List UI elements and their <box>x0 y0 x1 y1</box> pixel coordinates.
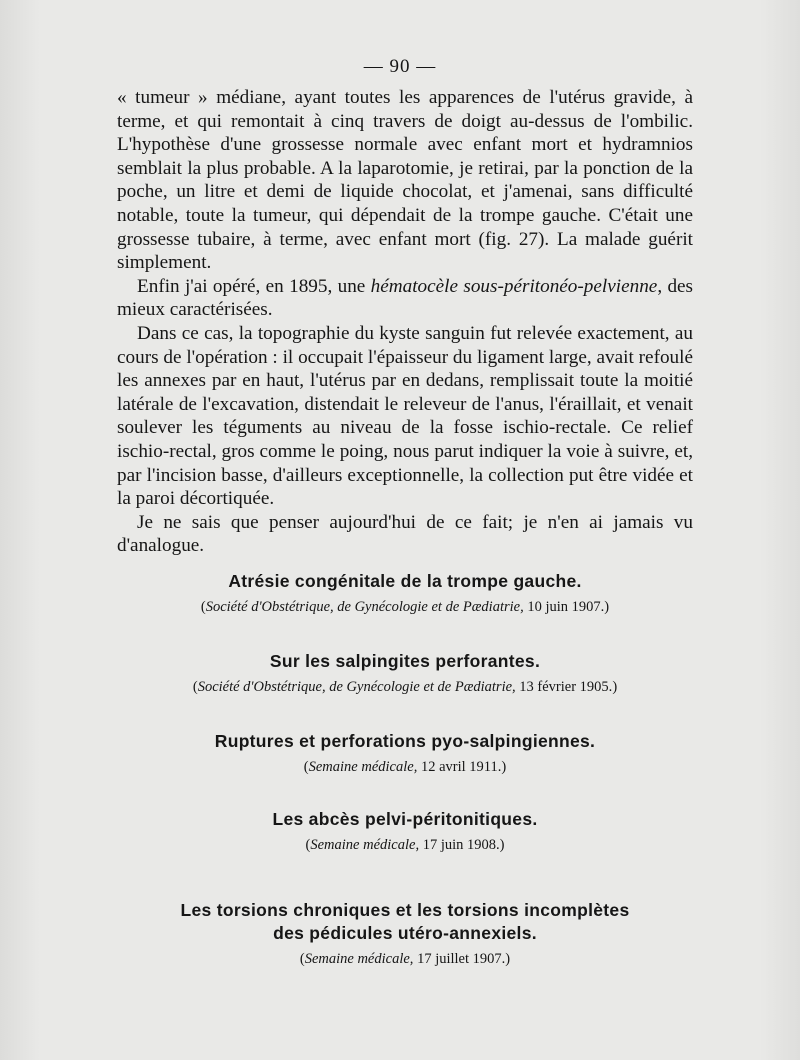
publication-title: Sur les salpingites perforantes. <box>269 651 541 671</box>
hematocele-term: hématocèle sous-péritonéo-pelvienne <box>370 275 658 297</box>
paragraph-hematocele-end: , des mieux caractérisées. <box>117 275 694 321</box>
publication-title: Atrésie congénitale de la trompe gauche. <box>228 571 582 591</box>
publication-journal: Semaine médicale, <box>310 837 420 853</box>
publication-title: Les abcès pelvi-péritonitiques. <box>272 809 538 829</box>
publication-title-line-1: Les torsions chroniques et les torsions incomplètes <box>180 900 630 920</box>
publication-source: (Semaine médicale, 17 juin 1908.) <box>305 837 505 853</box>
publication-entry <box>117 650 693 697</box>
body-text <box>117 86 693 558</box>
paragraph-hematocele <box>117 275 693 322</box>
publication-journal: Semaine médicale, <box>304 951 414 967</box>
publication-entry <box>117 570 693 617</box>
publication-source: (Société d'Obstétrique, de Gynécologie et de Pædiatrie, 10 juin 1907.) <box>200 599 610 615</box>
paragraph-topographie: Dans ce cas, la topographie du kyste sanguin fut relevée exactement, au cours de l'opération : il occupait l'épaisseur du ligament large, avait refoulé les annexes par en haut, l'utérus par en dedans, remplissait toute la moitié latérale de l'excavation, distendait le releveur de l'anus, l'éraillait, et venait soulever les téguments au niveau de la fosse ischio-rectale. Ce relief ischio-rectal, gros comme le poing, nous parut indiquer la voie à suivre, et, par l'incision basse, d'ailleurs exceptionnelle, la collection put être vidée et la paroi décortiquée. <box>117 322 693 510</box>
paragraph-tumeur: « tumeur » médiane, ayant toutes les apparences de l'utérus gravide, à terme, et qui remontait à cinq travers de doigt au-dessus de l'ombilic. L'hypothèse d'une grossesse normale avec enfant mort et hydramnios semblait la plus probable. A la laparotomie, je retirai, par la ponction de la poche, un litre et demi de liquide chocolat, et j'amenai, sans difficulté notable, toute la tumeur, qui dépendait de la trompe gauche. C'était une grossesse tubaire, à terme, avec enfant mort (fig. 27). La malade guérit simplement. <box>117 87 693 274</box>
publication-title: Ruptures et perforations pyo-salpingiennes. <box>214 731 596 751</box>
publication-date: 13 février 1905. <box>519 679 613 695</box>
publication-source: (Société d'Obstétrique, de Gynécologie et de Pædiatrie, 13 février 1905.) <box>192 679 618 695</box>
publication-date: 17 juillet 1907. <box>417 951 506 967</box>
publication-title-line-2: des pédicules utéro-annexiels. <box>273 923 537 943</box>
publication-entry <box>117 808 693 855</box>
publication-date: 12 avril 1911. <box>420 759 502 775</box>
publication-source: (Semaine médicale, 17 juillet 1907.) <box>299 951 511 967</box>
publication-journal: Société d'Obstétrique, de Gynécologie et de Pædiatrie, <box>197 679 516 695</box>
publication-journal: Société d'Obstétrique, de Gynécologie et de Pædiatrie, <box>205 599 524 615</box>
publication-entry <box>117 730 693 777</box>
publication-date: 10 juin 1907. <box>527 599 605 615</box>
publication-source: (Semaine médicale, 12 avril 1911.) <box>303 759 507 775</box>
paragraph-hematocele-start: Enfin j'ai opéré, en 1895, une <box>137 275 371 297</box>
publication-date: 17 juin 1908. <box>422 837 500 853</box>
publication-entry <box>117 899 693 969</box>
publication-journal: Semaine médicale, <box>308 759 418 775</box>
paragraph-conclusion: Je ne sais que penser aujourd'hui de ce fait; je n'en ai jamais vu d'analogue. <box>117 511 693 557</box>
page-number: — 90 — <box>363 56 437 77</box>
